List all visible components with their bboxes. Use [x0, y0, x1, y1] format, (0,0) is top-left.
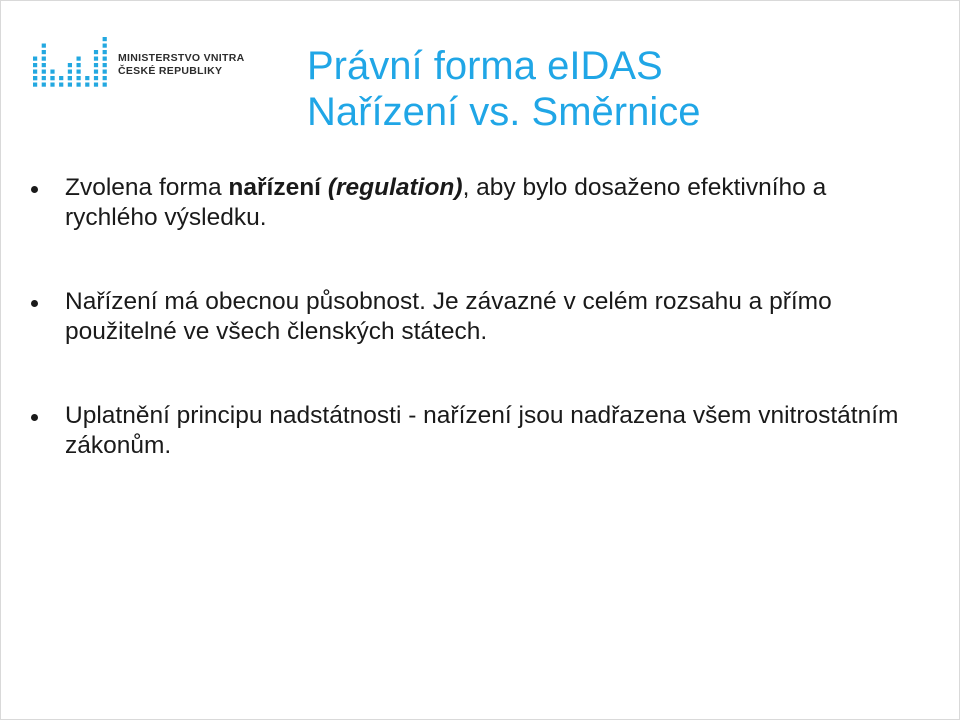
- logo-dot: [33, 70, 37, 74]
- logo-dot: [68, 63, 72, 67]
- bullet-list: [31, 173, 911, 461]
- logo-dot: [42, 83, 46, 87]
- logo-dot: [77, 57, 81, 61]
- logo-dot: [33, 76, 37, 80]
- logo-dot: [103, 57, 107, 61]
- logo-dot: [33, 83, 37, 87]
- logo-dot: [77, 83, 81, 87]
- bullet-text-bold-italic: (regulation): [327, 174, 463, 201]
- logo-dot: [94, 70, 98, 74]
- logo-dot: [50, 70, 54, 74]
- bullet-icon: [31, 300, 38, 307]
- logo-dot: [33, 57, 37, 61]
- bullet-item: [31, 173, 911, 233]
- logo-dot: [103, 63, 107, 67]
- bullet-item: [31, 287, 911, 347]
- bullet-text: Nařízení má obecnou působnost. Je závazné v celém rozsahu a přímo použitelné ve všech členských státech.: [65, 288, 832, 345]
- logo-dot: [50, 76, 54, 80]
- logo-dot: [42, 76, 46, 80]
- ministry-logo: [31, 31, 261, 91]
- bullet-text-part: , aby bylo dosaženo efektivního a rychlého výsledku.: [65, 174, 827, 231]
- bullet-icon: [31, 186, 38, 193]
- logo-dot: [42, 50, 46, 54]
- bullet-text: Uplatnění principu nadstátnosti - nařízení jsou nadřazena všem vnitrostátním zákonům.: [65, 402, 899, 459]
- bullet-item: [31, 401, 911, 461]
- logo-dot: [94, 83, 98, 87]
- slide-title: [307, 43, 700, 135]
- logo-line-2: ČESKÉ REPUBLIKY: [118, 65, 223, 77]
- logo-dot: [103, 50, 107, 54]
- logo-dot: [103, 83, 107, 87]
- logo-dot: [68, 76, 72, 80]
- bullet-icon: [31, 414, 38, 421]
- logo-dot: [59, 83, 63, 87]
- logo-dot: [68, 70, 72, 74]
- title-line-2: Nařízení vs. Směrnice: [307, 90, 701, 134]
- logo-text: [118, 52, 244, 78]
- logo-dot: [33, 63, 37, 67]
- logo-dot: [59, 76, 63, 80]
- logo-dot: [42, 63, 46, 67]
- ministry-logo-icon: [31, 31, 109, 91]
- logo-dot: [103, 44, 107, 48]
- bullet-text-part: Zvolena forma: [65, 174, 229, 201]
- logo-dot: [42, 70, 46, 74]
- logo-dot: [85, 76, 89, 80]
- logo-dot: [77, 63, 81, 67]
- logo-dot: [94, 50, 98, 54]
- logo-dot: [77, 76, 81, 80]
- logo-dot: [103, 76, 107, 80]
- title-line-1: Právní forma eIDAS: [307, 44, 663, 88]
- logo-dot: [85, 83, 89, 87]
- logo-dot: [94, 76, 98, 80]
- logo-dot: [77, 70, 81, 74]
- bullet-text-bold: nařízení: [228, 174, 321, 201]
- logo-dot: [103, 37, 107, 41]
- logo-dot: [94, 57, 98, 61]
- logo-dot: [42, 57, 46, 61]
- bullet-text-part: [321, 174, 328, 201]
- logo-dot: [94, 63, 98, 67]
- logo-dot: [42, 44, 46, 48]
- logo-line-1: MINISTERSTVO VNITRA: [118, 52, 245, 64]
- logo-dot: [103, 70, 107, 74]
- bullet-text: [65, 174, 826, 231]
- logo-dot: [50, 83, 54, 87]
- logo-dot: [68, 83, 72, 87]
